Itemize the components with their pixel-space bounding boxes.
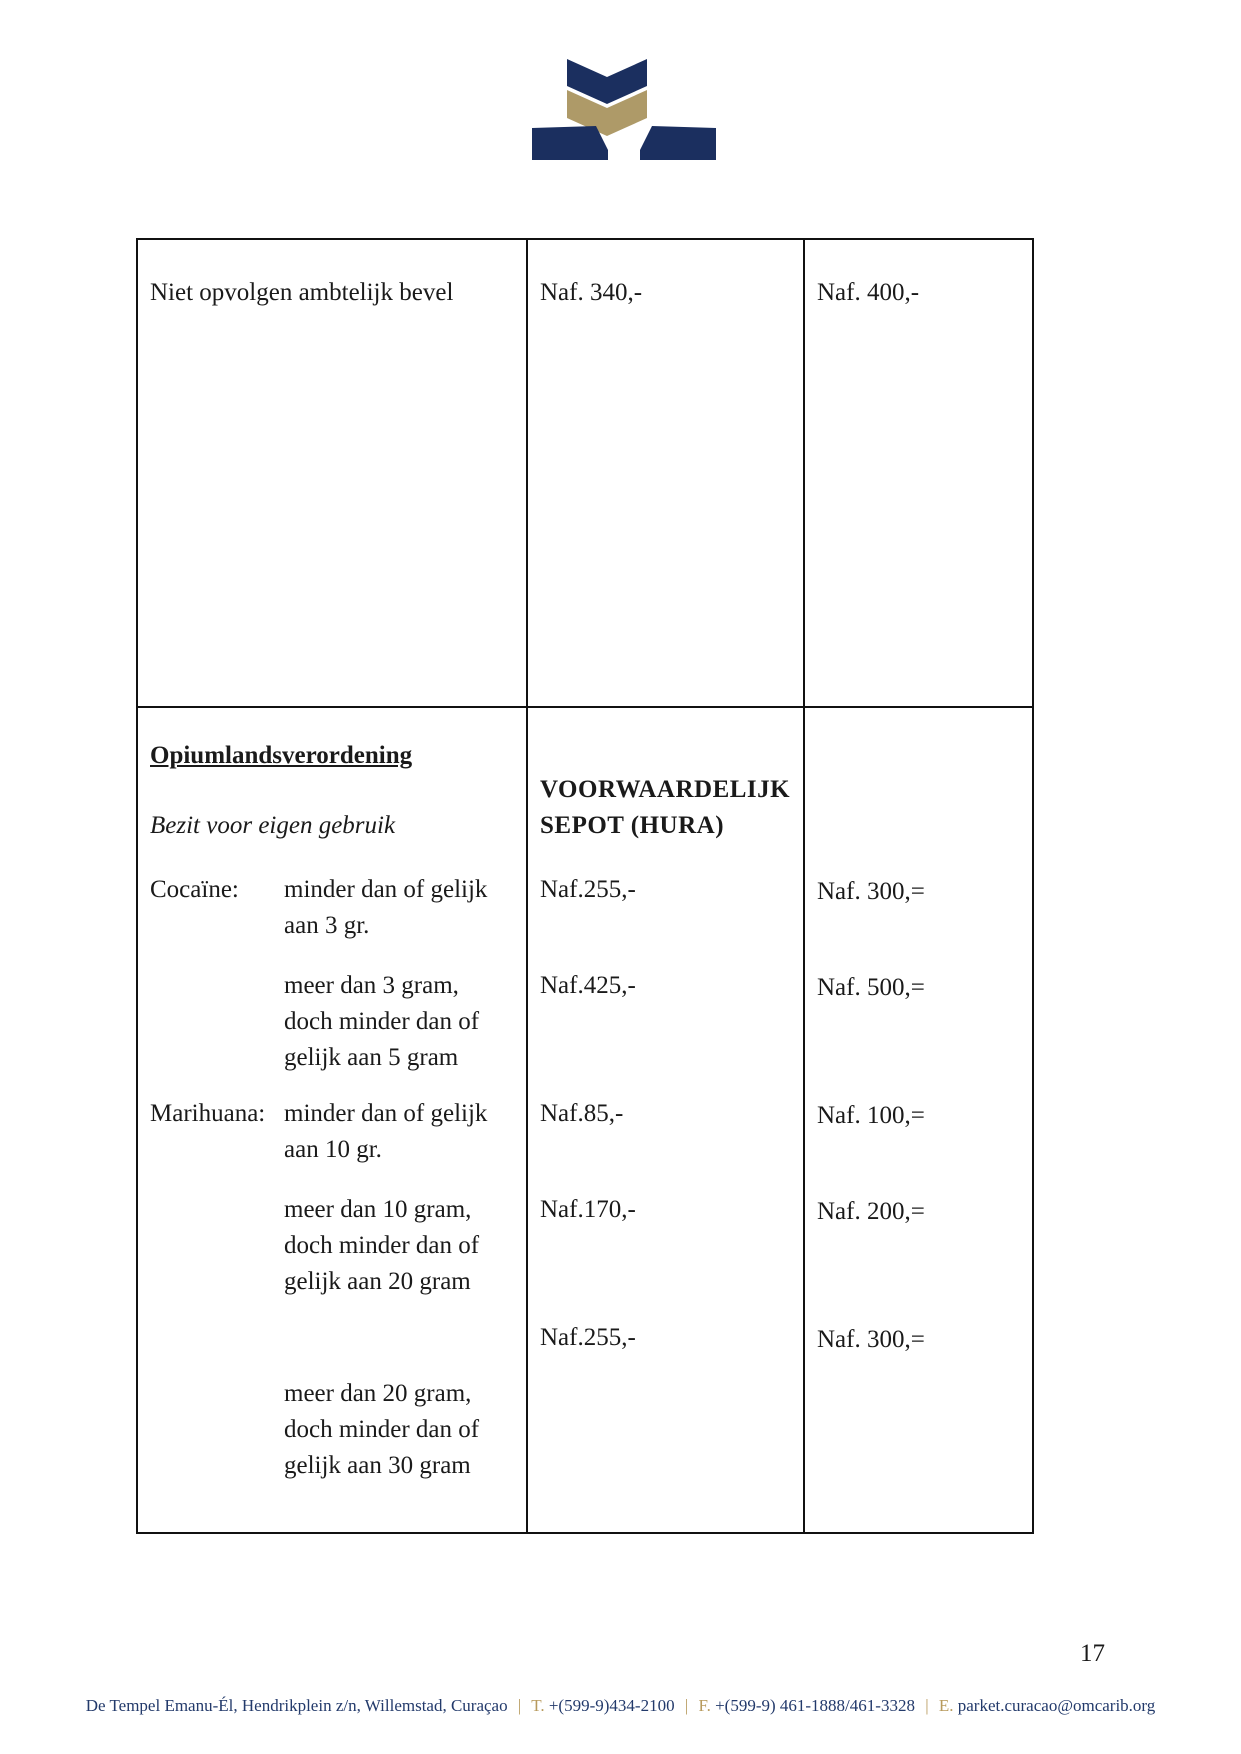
desc-line: meer dan 10 gram, [284,1196,472,1223]
om-chevron-logo [532,56,716,164]
offence-text: Niet opvolgen ambtelijk bevel [150,279,454,306]
amount-hura: Naf.255,- [540,1324,636,1351]
section-heading: Opiumlandsverordening [150,742,413,769]
amount-fine: Naf. 300,= [817,1326,925,1353]
fax-label: F. [698,1696,711,1715]
desc-line: meer dan 3 gram, [284,972,459,999]
amount-fine: Naf. 500,= [817,974,925,1001]
amount-fine: Naf. 400,- [817,279,920,306]
quantity-description [284,1376,524,1484]
opium-cell [137,707,527,1533]
amount-cell [804,239,1033,707]
email-label: E. [938,1696,954,1715]
substance-label: Cocaïne: [150,876,239,903]
amount-cell [527,239,804,707]
quantity-description [284,968,524,1076]
fax-number: +(599-9) 461-1888/461-3328 [715,1696,915,1715]
amount-hura: Naf.425,- [540,972,636,999]
section-subheading: Bezit voor eigen gebruik [150,812,396,839]
amount-hura: Naf.85,- [540,1100,624,1127]
hura-amount-cell [527,707,804,1533]
substance-label: Marihuana: [150,1100,266,1127]
separator: | [517,1696,522,1715]
desc-line: minder dan of gelijk [284,1100,488,1127]
fine-amount-cell [804,707,1033,1533]
separator: | [684,1696,689,1715]
logo-icon [532,56,716,164]
heading-line: VOORWAARDELIJK [540,776,791,803]
amount-fine: Naf. 100,= [817,1102,925,1129]
quantity-description [284,872,524,944]
quantity-description [284,1096,524,1168]
amount-hura: Naf.170,- [540,1196,636,1223]
desc-line: aan 3 gr. [284,912,370,939]
footer-address: De Tempel Emanu-Él, Hendrikplein z/n, Willemstad, Curaçao [85,1696,508,1715]
heading-line: SEPOT (HURA) [540,812,725,839]
page-number: 17 [1080,1640,1105,1667]
amount-hura: Naf.255,- [540,876,636,903]
quantity-description [284,1192,524,1300]
desc-line: gelijk aan 20 gram [284,1268,471,1295]
desc-line: doch minder dan of [284,1232,480,1259]
phone-label: T. [531,1696,545,1715]
desc-line: doch minder dan of [284,1008,480,1035]
desc-line: meer dan 20 gram, [284,1380,472,1407]
amount-fine: Naf. 300,= [817,878,925,905]
desc-line: gelijk aan 30 gram [284,1452,471,1479]
desc-line: aan 10 gr. [284,1136,382,1163]
separator: | [925,1696,929,1715]
table-row [137,707,1033,1533]
fines-table [136,238,1034,1534]
table-row [137,239,1033,707]
email-address[interactable]: parket.curacao@omcarib.org [957,1696,1156,1715]
desc-line: doch minder dan of [284,1416,480,1443]
amount-fine: Naf. 200,= [817,1198,925,1225]
offence-cell [137,239,527,707]
amount-hura: Naf. 340,- [540,279,643,306]
footer [0,1696,1241,1716]
desc-line: gelijk aan 5 gram [284,1044,459,1071]
desc-line: minder dan of gelijk [284,876,488,903]
column-heading [540,772,790,844]
phone-number: +(599-9)434-2100 [548,1696,675,1715]
